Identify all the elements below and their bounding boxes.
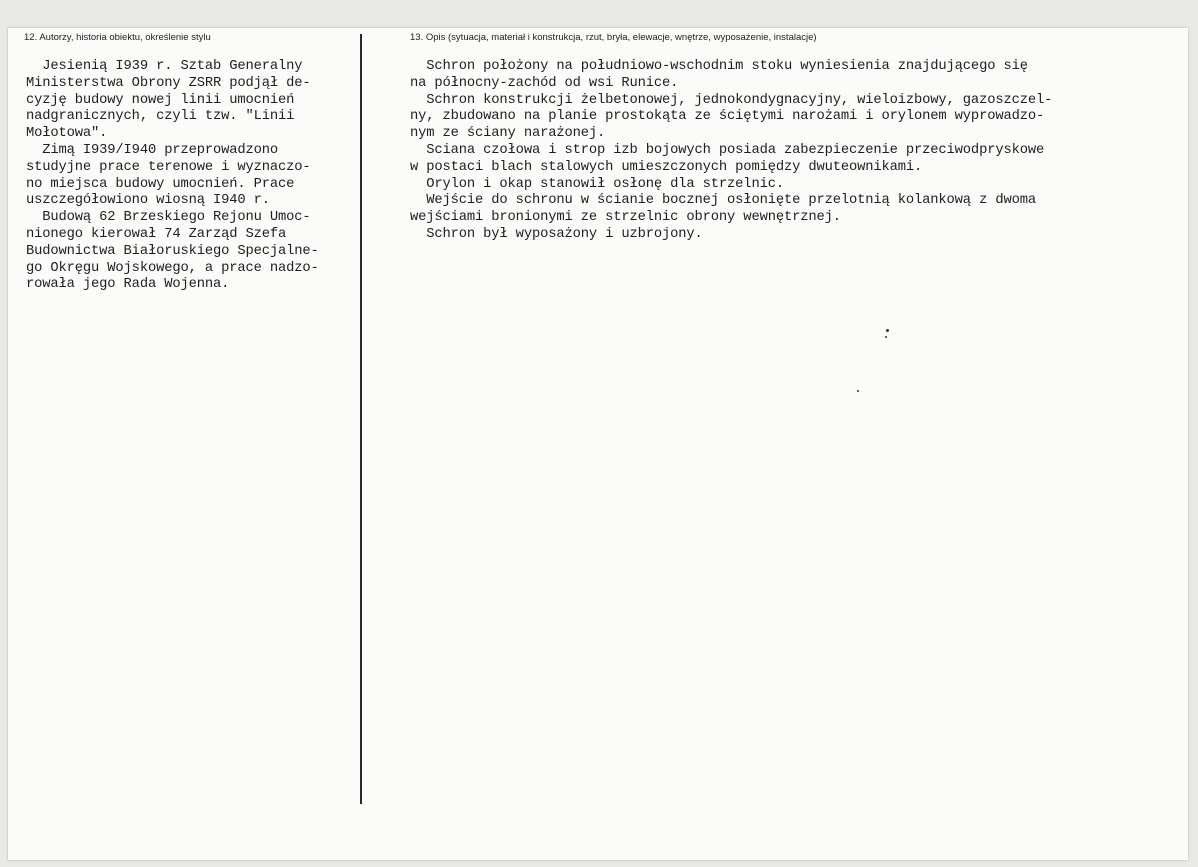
text-line: studyjne prace terenowe i wyznaczo- xyxy=(26,159,311,175)
text-line: go Okręgu Wojskowego, a prace nadzo- xyxy=(26,260,319,276)
text-line: Schron konstrukcji żelbetonowej, jednokondygnacyjny, wieloizbowy, gazoszczel- xyxy=(410,92,1053,108)
text-line: nadgranicznych, czyli tzw. "Linii xyxy=(26,109,295,125)
text-line: Budową 62 Brzeskiego Rejonu Umoc- xyxy=(26,210,311,226)
text-line: Schron był wyposażony i uzbrojony. xyxy=(410,226,703,242)
text-line: rowała jego Rada Wojenna. xyxy=(26,277,230,293)
ink-speck xyxy=(857,390,859,392)
text-line: nym ze ściany narażonej. xyxy=(410,126,606,142)
text-line: Sciana czołowa i strop izb bojowych posiada zabezpieczenie przeciwodpryskowe xyxy=(410,142,1045,158)
section-13-heading: 13. Opis (sytuacja, materiał i konstrukcja, rzut, bryła, elewacje, wnętrze, wyposażenie, instalacje) xyxy=(410,32,817,43)
text-line: uszczegółowiono wiosną I940 r. xyxy=(26,193,270,209)
text-line: w postaci blach stalowych umieszczonych pomiędzy dwuteownikami. xyxy=(410,159,923,175)
text-line: Schron położony na południowo-wschodnim stoku wyniesienia znajdującego się xyxy=(410,59,1028,74)
text-line: Zimą I939/I940 przeprowadzono xyxy=(26,142,279,158)
text-line: Jesienią I939 r. Sztab Generalny xyxy=(26,59,303,74)
section-12-heading: 12. Autorzy, historia obiektu, określenie stylu xyxy=(24,32,211,43)
text-line: no miejsca budowy umocnień. Prace xyxy=(26,176,295,192)
section-12-body xyxy=(26,59,366,294)
text-line: cyzję budowy nowej linii umocnień xyxy=(26,92,295,108)
text-line: Mołotowa". xyxy=(26,126,108,142)
section-13-body xyxy=(410,59,1170,244)
text-line: Ministerstwa Obrony ZSRR podjął de- xyxy=(26,75,311,91)
text-line: ny, zbudowano na planie prostokąta ze ściętymi narożami i orylonem wyprowadzo- xyxy=(410,109,1045,125)
ink-speck xyxy=(886,329,889,332)
ink-speck xyxy=(885,336,887,338)
text-line: na północny-zachód od wsi Runice. xyxy=(410,75,679,91)
text-line: Budownictwa Białoruskiego Specjalne- xyxy=(26,243,319,259)
text-line: nionego kierował 74 Zarząd Szefa xyxy=(26,226,287,242)
text-line: Wejście do schronu w ścianie bocznej osłonięte przelotnią kolankową z dwoma xyxy=(410,193,1036,209)
text-line: Orylon i okap stanowił osłonę dla strzelnic. xyxy=(410,176,784,192)
text-line: wejściami bronionymi ze strzelnic obrony wewnętrznej. xyxy=(410,210,841,226)
